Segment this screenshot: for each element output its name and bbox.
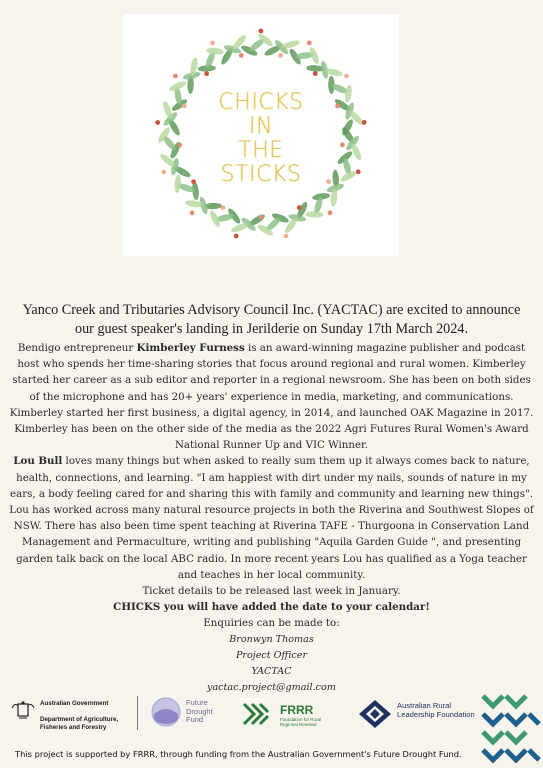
poster-title-line: STICKS <box>220 162 302 187</box>
wreath-berry <box>221 205 226 210</box>
ticket-info: Ticket details to be released last week in January. <box>142 585 401 598</box>
wreath-berry <box>278 53 283 58</box>
sponsor-logos <box>0 690 543 740</box>
wreath-berry <box>234 234 239 239</box>
wreath-berry <box>190 211 195 216</box>
gov-name: Australian Government <box>40 700 109 707</box>
wreath-berry <box>210 41 215 46</box>
gov-department: Department of Agriculture, Fisheries and Forestry <box>40 716 119 731</box>
wreath-leaf <box>305 211 323 218</box>
coat-of-arms-icon <box>10 700 36 722</box>
speaker-paragraph <box>6 453 537 583</box>
speaker-intro: Bendigo entrepreneur <box>17 342 137 354</box>
cta-text: CHICKS you will have added the date to your calendar! <box>113 601 430 614</box>
contact-org: YACTAC <box>251 665 292 677</box>
wreath-berry <box>313 71 318 76</box>
enquiries-intro: Enquiries can be made to: <box>203 617 340 630</box>
frrr-logo <box>240 700 322 733</box>
poster-title-line: IN <box>249 114 273 139</box>
funding-acknowledgement: This project is supported by FRRR, through funding from the Australian Government's Future Drought Fund. <box>15 749 462 759</box>
wreath-berry <box>259 29 264 34</box>
headline <box>10 301 533 339</box>
wreath-berry <box>284 234 289 239</box>
call-to-action <box>6 599 537 615</box>
fdf-label: Future Drought Fund <box>186 698 213 724</box>
speaker-name: Kimberley Furness <box>136 342 245 354</box>
arlf-label: Australian Rural Leadership Foundation <box>397 701 475 719</box>
poster-title-line: THE <box>238 138 284 163</box>
frrr-mark-icon <box>240 700 270 728</box>
wreath-berry <box>239 53 244 58</box>
contact-email: yactac.project@gmail.com <box>207 681 336 693</box>
wreath-berry <box>204 71 209 76</box>
article-body <box>6 340 537 696</box>
arlf-logo <box>357 698 475 735</box>
contact-role: Project Officer <box>235 649 308 661</box>
wreath-berry <box>297 205 302 210</box>
speaker-bio: loves many things but when asked to really sum them up it always comes back to nature, health, connections, and learning. "I am happiest with dirt under my nails, sounds of nature in my ears, a body feeling cared for and sharing this with family and community and learning new things". Lou has worked across many natural resource projects in both the Riverina and Southwest Slopes of NSW. There has also been time spent teaching at Riverina TAFE - Thurgoona in Conservation Land Management and Permaculture, writing and publishing "Aquila Garden Guide ", and presenting garden talk back on the local ABC radio. In more recent years Lou has qualified as a Yoga teacher and teaches in her local community. <box>9 455 534 581</box>
wreath-berry <box>259 215 264 220</box>
drought-fund-circle-icon <box>150 696 182 728</box>
wreath-berry <box>344 74 349 79</box>
arlf-diamond-icon <box>357 698 393 730</box>
headline-line: our guest speaker's landing in Jerilderie on Sunday 17th March 2024. <box>74 321 469 337</box>
contact-name: Bronwyn Thomas <box>229 633 314 645</box>
wreath-berry <box>307 41 312 46</box>
frrr-sublabel: Foundation for Rural Regional Renewal <box>280 717 322 727</box>
logo-divider <box>137 696 138 730</box>
wreath-berry <box>328 210 333 215</box>
future-drought-fund-logo <box>150 696 213 733</box>
headline-line: Yanco Creek and Tributaries Advisory Council Inc. (YACTAC) are excited to announce <box>22 302 521 318</box>
frrr-label: FRRR <box>280 703 314 717</box>
speaker-bio: is an award-winning magazine publisher and podcast host who spends her time-sharing stories that focus around regional and rural women. Kimberley started her career as a sub editor and reporter in a regional newsroom. She has been on both sides of the microphone and has 20+ years' experience in media, marketing, and communications. Kimberley started her first business, a digital agency, in 2014, and launched OAK Magazine in 2017. Kimberley has been on the other side of the media as the 2022 Agri Futures Rural Women's Award National Runner Up and VIC Winner. <box>9 342 534 452</box>
wreath-berry <box>173 74 178 79</box>
poster-title-line: CHICKS <box>218 90 304 115</box>
speaker-paragraph <box>6 340 537 453</box>
event-poster-image <box>123 14 399 256</box>
speaker-name: Lou Bull <box>13 455 63 468</box>
wreath-leaf <box>206 47 225 55</box>
